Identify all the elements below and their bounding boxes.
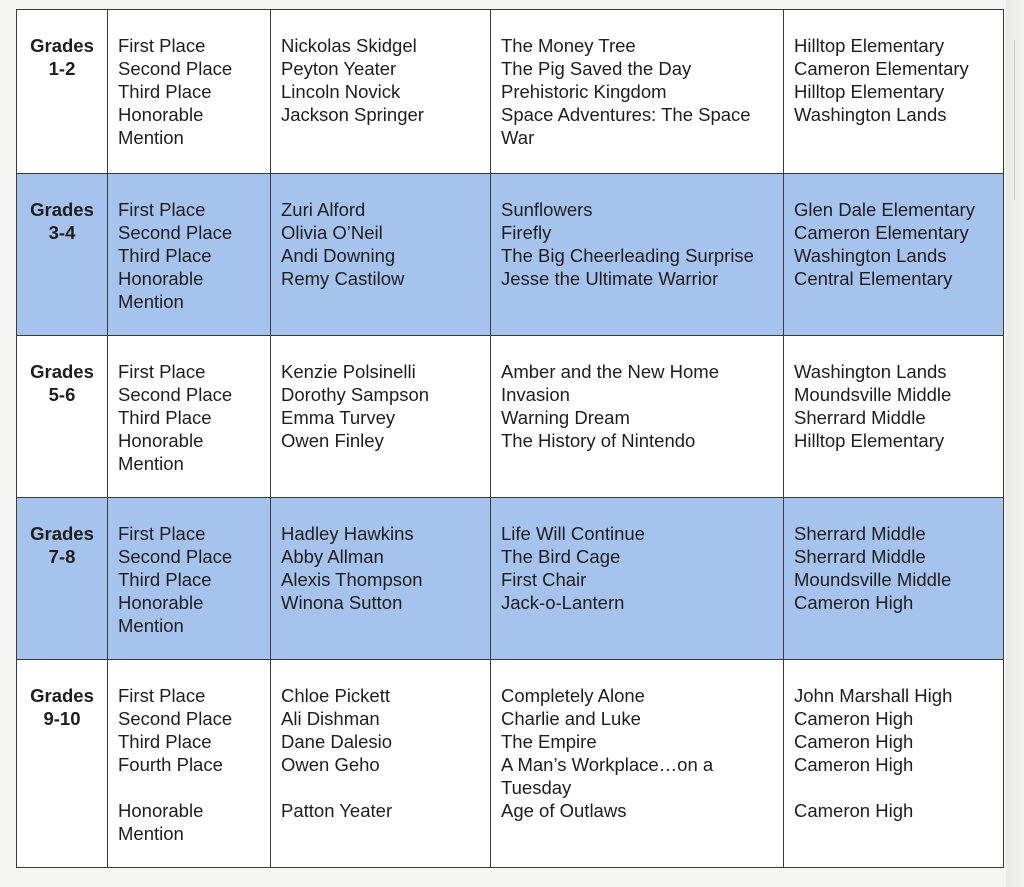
grade-cell bbox=[17, 660, 108, 868]
student-name: Peyton Yeater bbox=[281, 58, 397, 79]
entry-title: Sunflowers bbox=[501, 199, 593, 220]
name-cell bbox=[271, 174, 491, 336]
grade-range: 5-6 bbox=[48, 384, 76, 405]
entry-title: Prehistoric Kingdom bbox=[501, 81, 667, 102]
place-label: Second Place bbox=[118, 58, 233, 79]
table-row bbox=[17, 498, 1004, 660]
place-label: Second Place bbox=[118, 708, 233, 729]
student-name: Remy Castilow bbox=[281, 268, 405, 289]
student-name: Dane Dalesio bbox=[281, 731, 393, 752]
place-label: Second Place bbox=[118, 222, 233, 243]
name-cell bbox=[271, 660, 491, 868]
place-cell bbox=[108, 498, 271, 660]
place-label: Third Place bbox=[118, 81, 212, 102]
entry-title: Firefly bbox=[501, 222, 552, 243]
place-label: Honorable Mention bbox=[118, 800, 204, 844]
student-name: Hadley Hawkins bbox=[281, 523, 414, 544]
spacer bbox=[794, 776, 999, 799]
school-name: Moundsville Middle bbox=[794, 384, 952, 405]
grade-label: Grades bbox=[30, 35, 94, 56]
place-label: Honorable Mention bbox=[118, 268, 204, 312]
place-label: Third Place bbox=[118, 245, 212, 266]
entry-title: The History of Nintendo bbox=[501, 430, 696, 451]
place-label: First Place bbox=[118, 361, 206, 382]
entry-title: Completely Alone bbox=[501, 685, 645, 706]
table-row bbox=[17, 10, 1004, 174]
student-name: Kenzie Polsinelli bbox=[281, 361, 416, 382]
student-name: Owen Finley bbox=[281, 430, 384, 451]
student-name: Abby Allman bbox=[281, 546, 384, 567]
student-name: Alexis Thompson bbox=[281, 569, 423, 590]
student-name: Dorothy Sampson bbox=[281, 384, 430, 405]
school-name: John Marshall High bbox=[794, 685, 953, 706]
place-label: Second Place bbox=[118, 384, 233, 405]
school-name: Sherrard Middle bbox=[794, 407, 926, 428]
place-label: Third Place bbox=[118, 407, 212, 428]
title-cell bbox=[491, 660, 784, 868]
grade-label: Grades bbox=[30, 523, 94, 544]
school-name: Central Elementary bbox=[794, 268, 953, 289]
grade-cell bbox=[17, 498, 108, 660]
entry-title: Jack-o-Lantern bbox=[501, 592, 625, 613]
school-name: Cameron High bbox=[794, 731, 914, 752]
spacer bbox=[118, 776, 266, 799]
student-name: Andi Downing bbox=[281, 245, 396, 266]
school-name: Cameron High bbox=[794, 754, 914, 775]
school-cell bbox=[784, 174, 1004, 336]
title-cell bbox=[491, 174, 784, 336]
place-label: Honorable Mention bbox=[118, 430, 204, 474]
place-label: Third Place bbox=[118, 569, 212, 590]
student-name: Lincoln Novick bbox=[281, 81, 401, 102]
place-label: Second Place bbox=[118, 546, 233, 567]
place-label: Third Place bbox=[118, 731, 212, 752]
student-name: Zuri Alford bbox=[281, 199, 366, 220]
entry-title: Space Adventures: The Space War bbox=[501, 104, 751, 148]
spacer bbox=[281, 776, 486, 799]
school-cell bbox=[784, 660, 1004, 868]
school-name: Hilltop Elementary bbox=[794, 35, 945, 56]
name-cell bbox=[271, 498, 491, 660]
place-label: First Place bbox=[118, 685, 206, 706]
school-name: Washington Lands bbox=[794, 245, 947, 266]
place-cell bbox=[108, 174, 271, 336]
table-row bbox=[17, 660, 1004, 868]
school-name: Washington Lands bbox=[794, 104, 947, 125]
student-name: Chloe Pickett bbox=[281, 685, 390, 706]
title-cell bbox=[491, 10, 784, 174]
grade-label: Grades bbox=[30, 685, 94, 706]
entry-title: Jesse the Ultimate Warrior bbox=[501, 268, 719, 289]
school-name: Hilltop Elementary bbox=[794, 81, 945, 102]
school-name: Hilltop Elementary bbox=[794, 430, 945, 451]
place-cell bbox=[108, 336, 271, 498]
place-label: Fourth Place bbox=[118, 754, 223, 775]
entry-title: The Bird Cage bbox=[501, 546, 621, 567]
student-name: Emma Turvey bbox=[281, 407, 396, 428]
school-name: Cameron Elementary bbox=[794, 58, 969, 79]
entry-title: First Chair bbox=[501, 569, 587, 590]
grade-cell bbox=[17, 10, 108, 174]
entry-title: Age of Outlaws bbox=[501, 800, 627, 821]
grade-range: 1-2 bbox=[48, 58, 76, 79]
grade-range: 7-8 bbox=[48, 546, 76, 567]
grade-cell bbox=[17, 174, 108, 336]
student-name: Ali Dishman bbox=[281, 708, 380, 729]
entry-title: The Money Tree bbox=[501, 35, 636, 56]
place-label: Honorable Mention bbox=[118, 104, 204, 148]
school-name: Sherrard Middle bbox=[794, 546, 926, 567]
entry-title: The Empire bbox=[501, 731, 597, 752]
school-cell bbox=[784, 498, 1004, 660]
page-edge-line bbox=[1014, 40, 1015, 200]
grade-range: 9-10 bbox=[43, 708, 81, 729]
entry-title: Charlie and Luke bbox=[501, 708, 641, 729]
school-name: Cameron High bbox=[794, 708, 914, 729]
entry-title: Amber and the New Home bbox=[501, 361, 719, 382]
school-name: Sherrard Middle bbox=[794, 523, 926, 544]
results-table bbox=[16, 9, 1004, 868]
school-name: Cameron High bbox=[794, 800, 914, 821]
page-edge bbox=[1006, 0, 1024, 887]
school-name: Washington Lands bbox=[794, 361, 947, 382]
name-cell bbox=[271, 10, 491, 174]
place-label: First Place bbox=[118, 199, 206, 220]
grade-label: Grades bbox=[30, 199, 94, 220]
student-name: Patton Yeater bbox=[281, 800, 393, 821]
school-cell bbox=[784, 10, 1004, 174]
school-cell bbox=[784, 336, 1004, 498]
name-cell bbox=[271, 336, 491, 498]
place-label: First Place bbox=[118, 523, 206, 544]
student-name: Nickolas Skidgel bbox=[281, 35, 417, 56]
student-name: Jackson Springer bbox=[281, 104, 424, 125]
entry-title: Life Will Continue bbox=[501, 523, 645, 544]
student-name: Olivia O’Neil bbox=[281, 222, 383, 243]
entry-title: Warning Dream bbox=[501, 407, 630, 428]
place-label: Honorable Mention bbox=[118, 592, 204, 636]
entry-title: A Man’s Workplace…on a Tuesday bbox=[501, 754, 714, 798]
school-name: Cameron Elementary bbox=[794, 222, 969, 243]
title-cell bbox=[491, 336, 784, 498]
entry-title: The Pig Saved the Day bbox=[501, 58, 692, 79]
entry-title: The Big Cheerleading Surprise bbox=[501, 245, 754, 266]
place-label: First Place bbox=[118, 35, 206, 56]
place-cell bbox=[108, 660, 271, 868]
table-row bbox=[17, 336, 1004, 498]
place-cell bbox=[108, 10, 271, 174]
entry-title: Invasion bbox=[501, 384, 570, 405]
student-name: Winona Sutton bbox=[281, 592, 403, 613]
grade-label: Grades bbox=[30, 361, 94, 382]
student-name: Owen Geho bbox=[281, 754, 380, 775]
title-cell bbox=[491, 498, 784, 660]
school-name: Cameron High bbox=[794, 592, 914, 613]
grade-cell bbox=[17, 336, 108, 498]
grade-range: 3-4 bbox=[48, 222, 76, 243]
school-name: Glen Dale Elementary bbox=[794, 199, 975, 220]
school-name: Moundsville Middle bbox=[794, 569, 952, 590]
table-row bbox=[17, 174, 1004, 336]
